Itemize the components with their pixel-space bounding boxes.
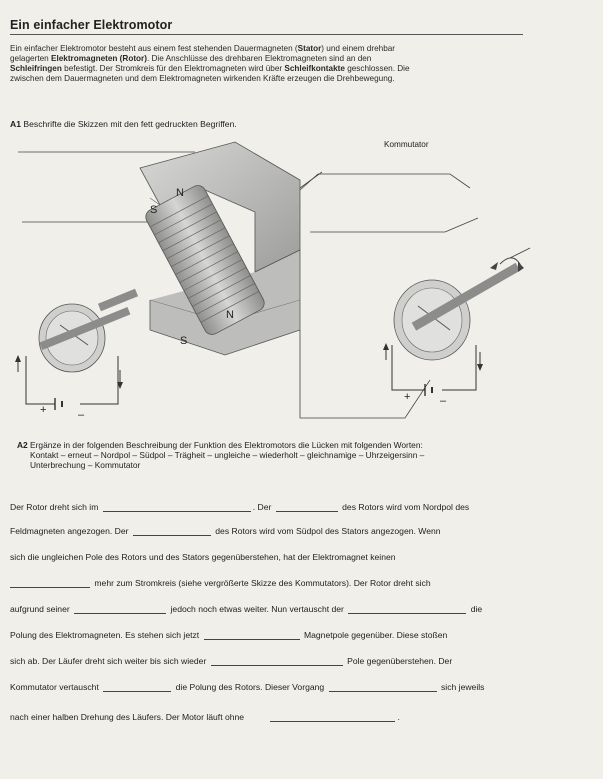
intro-text-2b: . Die Anschlüsse des drehbaren Elektromagneten sind an den (146, 54, 372, 63)
task-a2 (17, 440, 597, 470)
cloze-l6a: Polung des Elektromagneten. Es stehen sich jetzt (10, 630, 200, 640)
gap-6[interactable] (348, 604, 466, 614)
pole-n-top: N (176, 187, 184, 199)
cloze-line-4 (10, 578, 431, 588)
gap-10[interactable] (329, 682, 437, 692)
cloze-line-7 (10, 656, 452, 666)
label-line-5 (445, 218, 478, 232)
intro-text-1: Ein einfacher Elektromotor besteht aus einem fest stehenden Dauermagneten ( (10, 44, 298, 53)
word-list-2: Unterbrechung – Kommutator (30, 460, 141, 470)
gap-2[interactable] (276, 502, 338, 512)
gap-5[interactable] (74, 604, 166, 614)
intro-text-3c: geschlossen. Die (344, 64, 410, 73)
cloze-l1b: . Der (252, 502, 272, 512)
cloze-l9b: . (397, 712, 400, 722)
pole-s-bottom: S (180, 335, 188, 347)
plus-right: + (404, 391, 411, 403)
cloze-l5b: jedoch noch etwas weiter. Nun vertauscht der (170, 604, 344, 614)
pole-s-top: S (150, 204, 158, 216)
minus-right: – (440, 395, 447, 407)
task-a2-text: Ergänze in der folgenden Beschreibung der Funktion des Elektromotors die Lücken mit folgenden Worten: (27, 440, 423, 450)
task-a2-label: A2 (17, 440, 28, 450)
gap-9[interactable] (103, 682, 171, 692)
kommutator-bracket (300, 174, 470, 190)
title-divider (10, 34, 523, 35)
plus-left: + (40, 404, 47, 416)
task-a1 (10, 119, 237, 129)
word-list-1: Kontakt – erneut – Nordpol – Südpol – Trägheit – ungleiche – wiederholt – gleichnamige – Uhrzeigersinn – (30, 450, 425, 460)
cloze-l8c: sich jeweils (440, 682, 485, 692)
intro-paragraph (10, 44, 530, 84)
term-schleifkontakte: Schleifkontakte (284, 64, 345, 73)
cloze-l7b: Pole gegenüberstehen. Der (347, 656, 453, 666)
minus-left: – (78, 409, 85, 421)
cloze-l2a: Feldmagneten angezogen. Der (10, 526, 129, 536)
motor-diagram (0, 130, 603, 430)
kommutator-label: Kommutator (384, 140, 429, 149)
cloze-line-1 (10, 502, 469, 512)
intro-text-3b: befestigt. Der Stromkreis für den Elektromagneten wird über (61, 64, 285, 73)
task-a1-label: A1 (10, 119, 21, 129)
cloze-l9a: nach einer halben Drehung des Läufers. Der Motor läuft ohne (10, 712, 245, 722)
cloze-l6b: Magnetpole gegenüber. Diese stoßen (303, 630, 448, 640)
commutator-left (39, 289, 138, 372)
cloze-l4b: mehr zum Stromkreis (siehe vergrößerte Skizze des Kommutators). Der Rotor dreht sich (94, 578, 431, 588)
intro-text-4: zwischen dem Dauermagneten und dem Elektromagneten wirkenden Kräfte erzeugen die Drehbewegung. (10, 74, 395, 83)
commutator-right (394, 248, 530, 360)
gap-8[interactable] (211, 656, 343, 666)
intro-text-1b: ) und einem drehbar (321, 44, 396, 53)
cloze-l3a: sich die ungleichen Pole des Rotors und des Stators gegenüberstehen, hat der Elektromagnet keinen (10, 552, 396, 562)
gap-7[interactable] (204, 630, 300, 640)
cloze-line-3 (10, 552, 396, 562)
cloze-line-9 (10, 712, 400, 722)
cloze-l8b: die Polung des Rotors. Dieser Vorgang (175, 682, 325, 692)
pole-n-bottom: N (226, 309, 234, 321)
intro-text-2: gelagerten (10, 54, 51, 63)
cloze-l1a: Der Rotor dreht sich im (10, 502, 99, 512)
gap-4[interactable] (10, 578, 90, 588)
gap-11[interactable] (270, 712, 395, 722)
cloze-l5a: aufgrund seiner (10, 604, 70, 614)
term-schleifringen: Schleifringen (10, 64, 62, 73)
cloze-line-8 (10, 682, 484, 692)
cloze-line-2 (10, 526, 441, 536)
term-elektromagnet: Elektromagneten (Rotor) (50, 54, 147, 63)
cloze-line-6 (10, 630, 447, 640)
task-a1-text: Beschrifte die Skizzen mit den fett gedruckten Begriffen. (21, 119, 237, 129)
cloze-line-5 (10, 604, 570, 614)
cloze-l8a: Kommutator vertauscht (10, 682, 99, 692)
cloze-l5c: die (470, 604, 483, 614)
term-stator: Stator (297, 44, 322, 53)
gap-1[interactable] (103, 502, 251, 512)
cloze-l1c: des Rotors wird vom Nordpol des (342, 502, 470, 512)
gap-3[interactable] (133, 526, 211, 536)
cloze-l2b: des Rotors wird vom Südpol des Stators angezogen. Wenn (215, 526, 441, 536)
page-title: Ein einfacher Elektromotor (10, 18, 173, 32)
cloze-l7a: sich ab. Der Läufer dreht sich weiter bis sich wieder (10, 656, 207, 666)
